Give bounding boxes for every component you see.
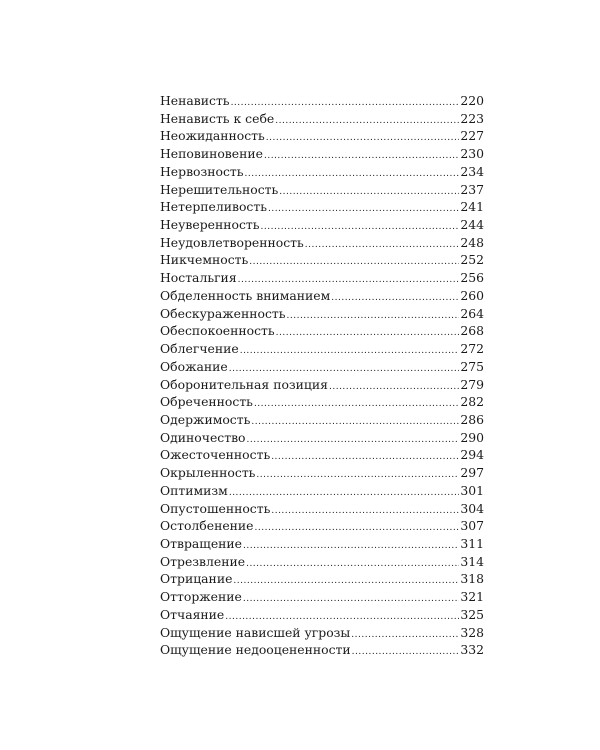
dot-leader bbox=[254, 396, 459, 414]
toc-entry-page-number: 230 bbox=[460, 146, 484, 162]
toc-entry-title: Отторжение bbox=[160, 589, 242, 605]
toc-entry-title: Обеспокоенность bbox=[160, 323, 275, 339]
toc-entry-page-number: 328 bbox=[460, 624, 484, 640]
toc-entry-page-number: 304 bbox=[460, 500, 484, 516]
toc-entry-page-number: 264 bbox=[460, 305, 484, 321]
dot-leader bbox=[268, 201, 459, 219]
toc-entry bbox=[160, 411, 484, 429]
dot-leader bbox=[247, 432, 460, 450]
toc-entry-title: Отвращение bbox=[160, 535, 243, 551]
toc-entry bbox=[160, 358, 484, 376]
toc-entry-page-number: 325 bbox=[460, 606, 484, 622]
dot-leader bbox=[329, 379, 459, 397]
toc-entry-page-number: 290 bbox=[460, 429, 484, 445]
toc-entry-title: Остолбенение bbox=[160, 518, 254, 534]
dot-leader bbox=[251, 414, 459, 432]
toc-entry-title: Отчаяние bbox=[160, 606, 225, 622]
toc-entry-title: Ностальгия bbox=[160, 270, 237, 286]
toc-entry bbox=[160, 376, 484, 394]
toc-entry bbox=[160, 145, 484, 163]
toc-entry-page-number: 220 bbox=[460, 93, 484, 108]
dot-leader bbox=[256, 467, 459, 485]
toc-entry-title: Оптимизм bbox=[160, 482, 228, 498]
toc-entry-title: Отрицание bbox=[160, 571, 233, 587]
dot-leader bbox=[233, 573, 459, 591]
dot-leader bbox=[271, 449, 459, 467]
toc-entry bbox=[160, 110, 484, 128]
toc-entry bbox=[160, 446, 484, 464]
dot-leader bbox=[266, 130, 460, 148]
dot-leader bbox=[249, 254, 459, 272]
toc-entry-page-number: 321 bbox=[460, 589, 484, 605]
toc-entry-page-number: 314 bbox=[460, 553, 484, 569]
toc-entry-page-number: 268 bbox=[460, 323, 484, 339]
toc-entry-page-number: 301 bbox=[460, 482, 484, 498]
toc-entry bbox=[160, 553, 484, 571]
toc-entry-page-number: 294 bbox=[460, 447, 484, 463]
dot-leader bbox=[246, 556, 459, 574]
toc-entry bbox=[160, 163, 484, 181]
toc-entry-title: Обескураженность bbox=[160, 305, 286, 321]
toc-entry-title: Ненависть к себе bbox=[160, 110, 275, 126]
dot-leader bbox=[276, 325, 460, 343]
toc-entry bbox=[160, 234, 484, 252]
toc-entry bbox=[160, 535, 484, 553]
toc-entry bbox=[160, 340, 484, 358]
toc-entry-title: Неудовлетворенность bbox=[160, 234, 304, 250]
toc-entry-title: Нерешительность bbox=[160, 181, 279, 197]
toc-entry-page-number: 272 bbox=[460, 341, 484, 357]
toc-entry-title: Никчемность bbox=[160, 252, 249, 268]
toc-entry-page-number: 252 bbox=[460, 252, 484, 268]
toc-entry-title: Ожесточенность bbox=[160, 447, 271, 463]
toc-entry bbox=[160, 588, 484, 606]
toc-entry bbox=[160, 181, 484, 199]
toc-entry-page-number: 282 bbox=[460, 394, 484, 410]
table-of-contents bbox=[160, 92, 484, 659]
dot-leader bbox=[243, 591, 460, 609]
toc-entry-page-number: 260 bbox=[460, 287, 484, 303]
dot-leader bbox=[264, 148, 459, 166]
toc-entry-page-number: 279 bbox=[460, 376, 484, 392]
toc-entry-page-number: 248 bbox=[460, 234, 484, 250]
dot-leader bbox=[275, 113, 459, 131]
dot-leader bbox=[255, 520, 460, 538]
toc-entry-title: Нетерпеливость bbox=[160, 199, 267, 215]
toc-entry bbox=[160, 251, 484, 269]
toc-entry bbox=[160, 606, 484, 624]
toc-entry bbox=[160, 269, 484, 287]
toc-entry bbox=[160, 517, 484, 535]
toc-entry bbox=[160, 429, 484, 447]
toc-entry-title: Ощущение недооцененности bbox=[160, 642, 351, 658]
toc-entry-title: Неожиданность bbox=[160, 128, 265, 144]
toc-entry-title: Ненависть bbox=[160, 93, 230, 108]
toc-entry bbox=[160, 624, 484, 642]
dot-leader bbox=[305, 237, 460, 255]
toc-entry-title: Отрезвление bbox=[160, 553, 246, 569]
toc-entry-title: Обреченность bbox=[160, 394, 253, 410]
toc-entry bbox=[160, 641, 484, 659]
toc-entry-title: Опустошенность bbox=[160, 500, 271, 516]
toc-entry bbox=[160, 216, 484, 234]
toc-entry-page-number: 297 bbox=[460, 465, 484, 481]
dot-leader bbox=[271, 503, 459, 521]
toc-entry bbox=[160, 287, 484, 305]
toc-entry-page-number: 286 bbox=[460, 411, 484, 427]
toc-entry-title: Ощущение нависшей угрозы bbox=[160, 624, 351, 640]
toc-entry bbox=[160, 393, 484, 411]
toc-entry bbox=[160, 127, 484, 145]
toc-entry-page-number: 318 bbox=[460, 571, 484, 587]
dot-leader bbox=[279, 184, 459, 202]
toc-entry-page-number: 332 bbox=[460, 642, 484, 658]
toc-entry bbox=[160, 570, 484, 588]
toc-entry bbox=[160, 198, 484, 216]
toc-entry bbox=[160, 305, 484, 323]
dot-leader bbox=[287, 308, 460, 326]
dot-leader bbox=[243, 538, 459, 556]
toc-entry-title: Неуверенность bbox=[160, 217, 260, 233]
toc-entry bbox=[160, 322, 484, 340]
toc-entry-page-number: 275 bbox=[460, 358, 484, 374]
toc-entry-page-number: 256 bbox=[460, 270, 484, 286]
toc-entry-page-number: 237 bbox=[460, 181, 484, 197]
dot-leader bbox=[351, 627, 459, 645]
toc-entry-title: Обожание bbox=[160, 358, 228, 374]
dot-leader bbox=[331, 290, 459, 308]
toc-entry-page-number: 234 bbox=[460, 163, 484, 179]
toc-entry bbox=[160, 92, 484, 110]
toc-entry-title: Обделенность вниманием bbox=[160, 287, 331, 303]
toc-entry-page-number: 241 bbox=[460, 199, 484, 215]
dot-leader bbox=[240, 343, 460, 361]
toc-entry-title: Оборонительная позиция bbox=[160, 376, 328, 392]
toc-entry bbox=[160, 500, 484, 518]
toc-entry-title: Одержимость bbox=[160, 411, 251, 427]
toc-entry-page-number: 227 bbox=[460, 128, 484, 144]
toc-entry bbox=[160, 482, 484, 500]
dot-leader bbox=[352, 644, 460, 662]
toc-entry-title: Нервозность bbox=[160, 163, 244, 179]
toc-entry-title: Неповиновение bbox=[160, 146, 263, 162]
toc-entry-title: Окрыленность bbox=[160, 465, 256, 481]
toc-entry bbox=[160, 464, 484, 482]
toc-entry-page-number: 244 bbox=[460, 217, 484, 233]
toc-entry-title: Облегчение bbox=[160, 341, 239, 357]
toc-entry-page-number: 223 bbox=[460, 110, 484, 126]
toc-entry-page-number: 307 bbox=[460, 518, 484, 534]
toc-entry-title: Одиночество bbox=[160, 429, 246, 445]
toc-entry-page-number: 311 bbox=[460, 535, 484, 551]
